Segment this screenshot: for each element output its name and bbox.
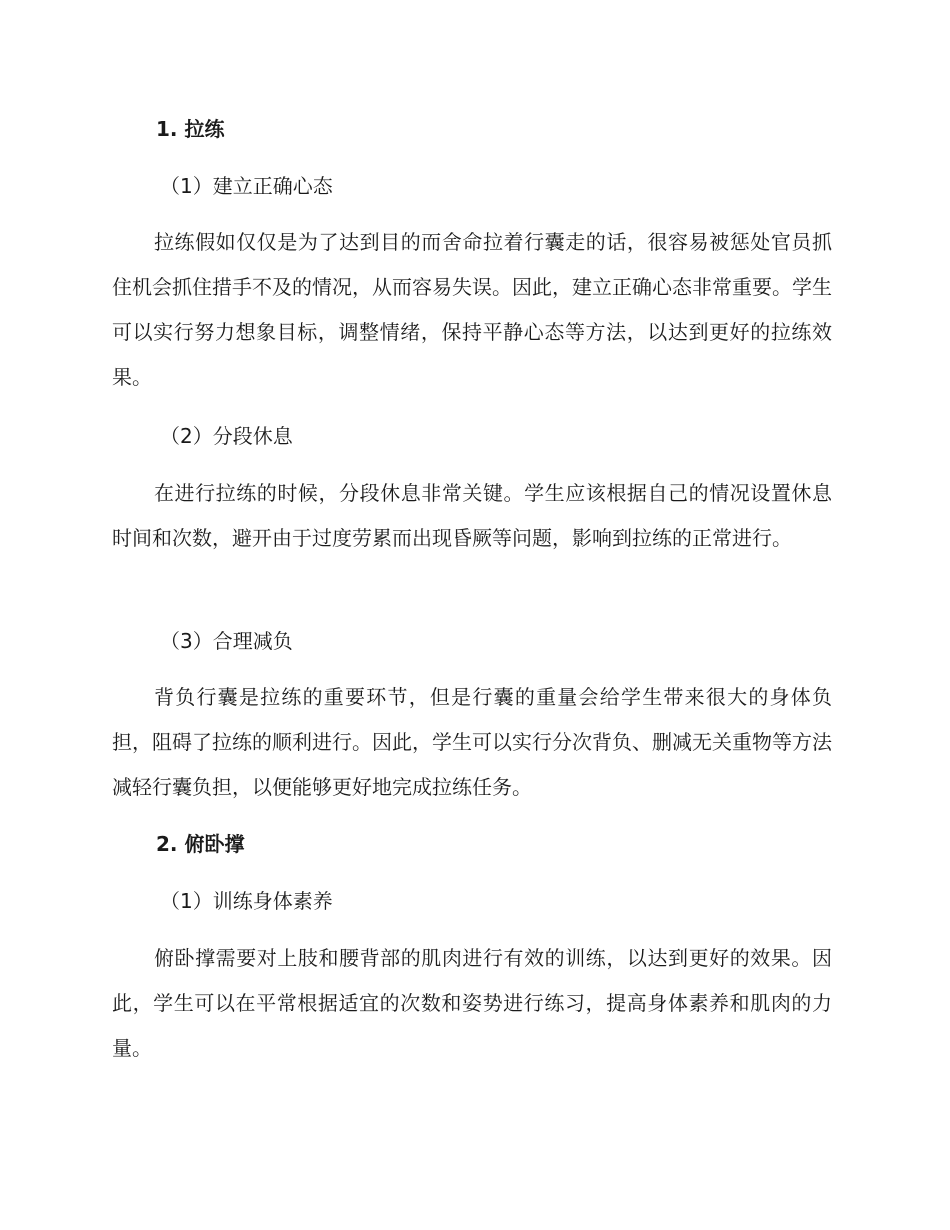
section-heading-1: 1. 拉练 <box>156 117 225 141</box>
paragraph-2-1: 俯卧撑需要对上肢和腰背部的肌肉进行有效的训练，以达到更好的效果。因此，学生可以在平常根据适宜的次数和姿势进行练习，提高身体素养和肌肉的力量。 <box>112 946 832 1060</box>
subheading-1-3: （3）合理减负 <box>160 629 293 653</box>
section-heading-2: 2. 俯卧撑 <box>156 832 245 856</box>
subheading-1-1: （1）建立正确心态 <box>160 174 333 198</box>
subheading-1-2: （2）分段休息 <box>160 424 293 448</box>
paragraph-1-3: 背负行囊是拉练的重要环节，但是行囊的重量会给学生带来很大的身体负担，阻碍了拉练的顺利进行。因此，学生可以实行分次背负、删减无关重物等方法减轻行囊负担，以便能够更好地完成拉练任务。 <box>112 685 832 799</box>
subheading-2-1: （1）训练身体素养 <box>160 889 333 913</box>
paragraph-1-1: 拉练假如仅仅是为了达到目的而舍命拉着行囊走的话，很容易被惩处官员抓住机会抓住措手不及的情况，从而容易失误。因此，建立正确心态非常重要。学生可以实行努力想象目标，调整情绪，保持平静心态等方法，以达到更好的拉练效果。 <box>112 230 832 389</box>
paragraph-1-2: 在进行拉练的时候，分段休息非常关键。学生应该根据自己的情况设置休息时间和次数，避开由于过度劳累而出现昏厥等问题，影响到拉练的正常进行。 <box>112 481 832 550</box>
